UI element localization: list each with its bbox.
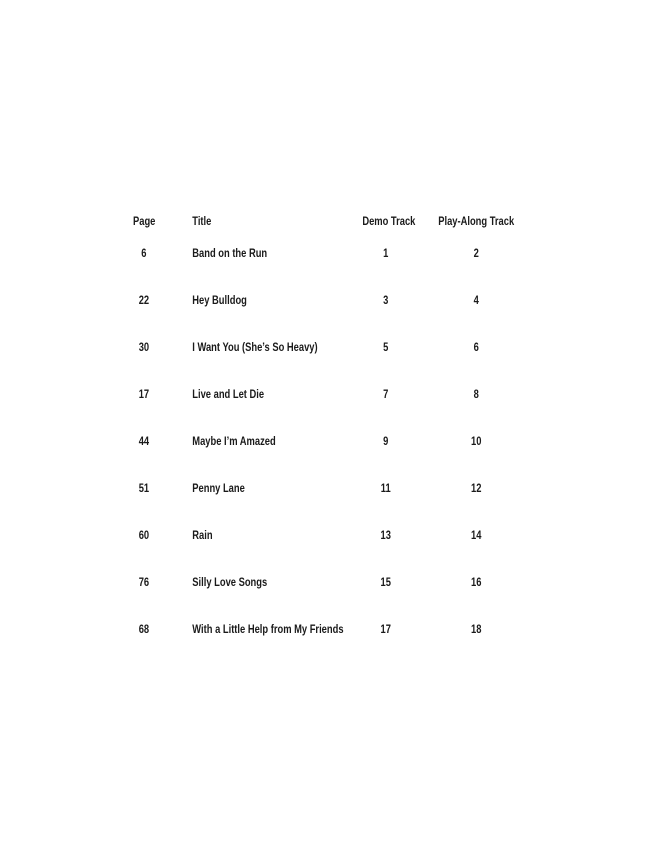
play-along-track-number: 8 (473, 387, 479, 401)
demo-track-number: 1 (383, 246, 389, 260)
play-along-track-number: 2 (473, 246, 479, 260)
page-number: 30 (138, 340, 150, 354)
table-row (133, 478, 482, 498)
table-row (133, 572, 482, 592)
play-along-track-number: 14 (470, 528, 482, 542)
page-number: 17 (138, 387, 150, 401)
song-title: Hey Bulldog (192, 293, 247, 307)
demo-track-number: 9 (383, 434, 389, 448)
page-number: 68 (138, 622, 150, 636)
demo-track-number: 7 (383, 387, 389, 401)
play-along-track-number: 12 (470, 481, 482, 495)
page-number: 6 (141, 246, 147, 260)
demo-track-number: 15 (380, 575, 391, 589)
demo-track-number: 13 (380, 528, 391, 542)
play-along-track-number: 6 (473, 340, 479, 354)
page-number: 22 (138, 293, 150, 307)
song-title: Penny Lane (192, 481, 245, 495)
song-title: Live and Let Die (192, 387, 265, 401)
page-number: 44 (138, 434, 150, 448)
table-row (133, 431, 482, 451)
contents-table (133, 211, 513, 666)
table-header-row (133, 211, 515, 231)
page-number: 60 (138, 528, 150, 542)
demo-track-number: 17 (380, 622, 391, 636)
page-column-header: Page (133, 214, 156, 228)
play-along-track-column-header: Play-Along Track (438, 214, 515, 228)
table-row (133, 290, 479, 310)
song-title: I Want You (She’s So Heavy) (192, 340, 318, 354)
demo-track-number: 5 (383, 340, 389, 354)
song-title: Maybe I’m Amazed (192, 434, 276, 448)
table-row (133, 243, 479, 263)
page-number: 51 (138, 481, 150, 495)
song-title: With a Little Help from My Friends (192, 622, 344, 636)
play-along-track-number: 10 (470, 434, 482, 448)
page-number: 76 (138, 575, 150, 589)
song-title: Band on the Run (192, 246, 268, 260)
play-along-track-number: 4 (473, 293, 479, 307)
table-row (133, 619, 482, 639)
song-title: Silly Love Songs (192, 575, 268, 589)
table-row (133, 525, 482, 545)
title-column-header: Title (192, 214, 212, 228)
table-row (133, 337, 479, 357)
play-along-track-number: 18 (470, 622, 482, 636)
song-title: Rain (192, 528, 213, 542)
play-along-track-number: 16 (470, 575, 482, 589)
demo-track-number: 3 (383, 293, 389, 307)
table-row (133, 384, 479, 404)
demo-track-number: 11 (380, 481, 391, 495)
demo-track-column-header: Demo Track (362, 214, 416, 228)
